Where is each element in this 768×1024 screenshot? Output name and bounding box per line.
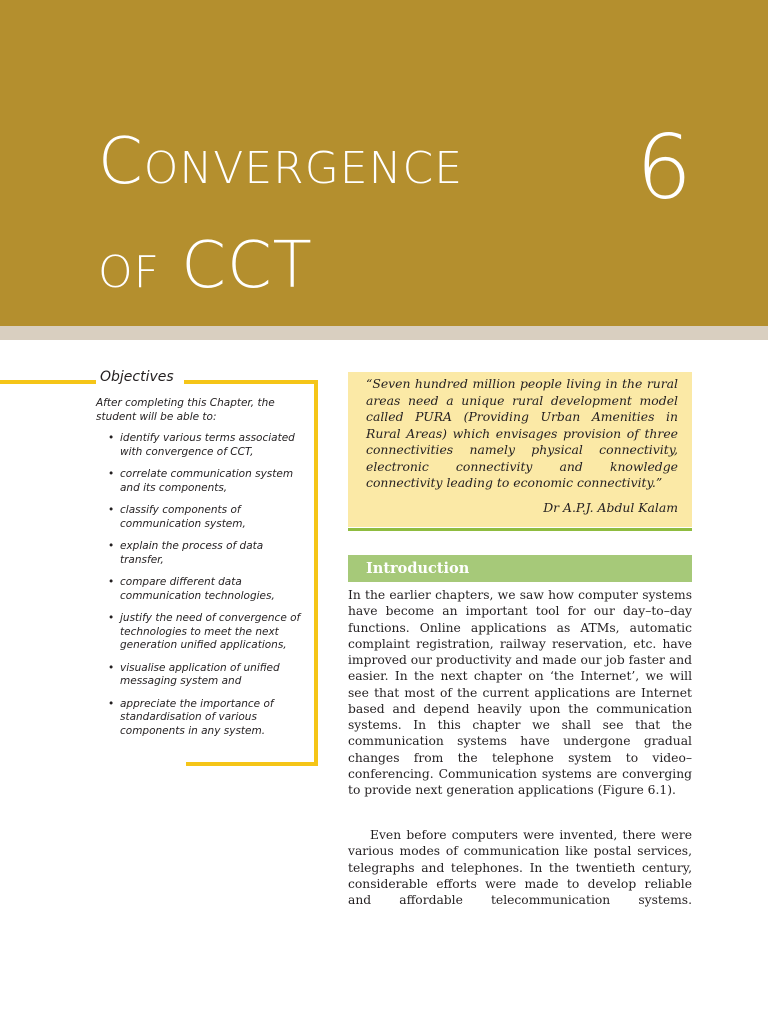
objective-item: • classify components of communication system, — [108, 504, 304, 531]
objective-item: • correlate communication system and its components, — [108, 468, 304, 495]
objectives-border-top-left — [0, 380, 96, 384]
chapter-number: 6 — [636, 116, 692, 219]
quote-author: Dr A.P.J. Abdul Kalam — [543, 499, 678, 515]
objective-item: • identify various terms associated with convergence of CCT, — [108, 432, 304, 459]
chapter-title — [98, 118, 518, 326]
objectives-border-top-right — [184, 380, 318, 384]
objective-item: • appreciate the importance of standardisation of various components in any system. — [108, 698, 304, 739]
quote-text: “Seven hundred million people living in the rural areas need a unique rural development model called PURA (Providing Urban Amenities in Rural Areas) which envisages provision of three connectivities namely physical connectivity, electronic connectivity and knowledge connectivity leading to economic connectivity.” — [366, 376, 678, 490]
objectives-border-right — [314, 380, 318, 766]
quote-box — [348, 372, 692, 527]
chapter-title-line-1 — [98, 118, 518, 222]
chapter-title-cct: CCT — [159, 229, 313, 303]
banner-divider — [0, 326, 768, 340]
chapter-title-of: OF — [98, 247, 160, 298]
objective-item: • explain the process of data transfer, — [108, 540, 304, 567]
body-paragraph: Even before computers were invented, there were various modes of communication like postal services, telegraphs and telephones. In the twentieth century, considerable efforts were made to develop reliable and affordable telecommunication systems. — [348, 828, 692, 907]
chapter-title-rest: ONVERGENCE — [143, 143, 464, 194]
objective-item: • justify the need of convergence of technologies to meet the next generation unified applications, — [108, 612, 304, 653]
objectives-heading: Objectives — [100, 369, 174, 385]
section-heading-introduction: Introduction — [348, 555, 692, 582]
objectives-intro: After completing this Chapter, the student will be able to: — [96, 397, 275, 423]
objectives-list — [108, 432, 304, 747]
body-paragraph: In the earlier chapters, we saw how computer systems have become an important tool for our day–to–day functions. Online applications as ATMs, automatic complaint registration, railway reservation, etc. have improved our productivity and made our job faster and easier. In the next chapter on ‘the Internet’, we will see that most of the current applications are Internet based and depend heavily upon the communication systems. In this chapter we shall see that the communication systems have undergone gradual changes from the telephone system to video–conferencing. Communication systems are converging to provide next generation applications (Figure 6.1). — [348, 588, 692, 797]
objective-item: • visualise application of unified messaging system and — [108, 662, 304, 689]
objective-item: • compare different data communication technologies, — [108, 576, 304, 603]
quote-underline — [348, 528, 692, 531]
chapter-title-line-2 — [98, 222, 518, 326]
chapter-title-initial: C — [98, 125, 144, 199]
objectives-border-bottom — [186, 762, 318, 766]
